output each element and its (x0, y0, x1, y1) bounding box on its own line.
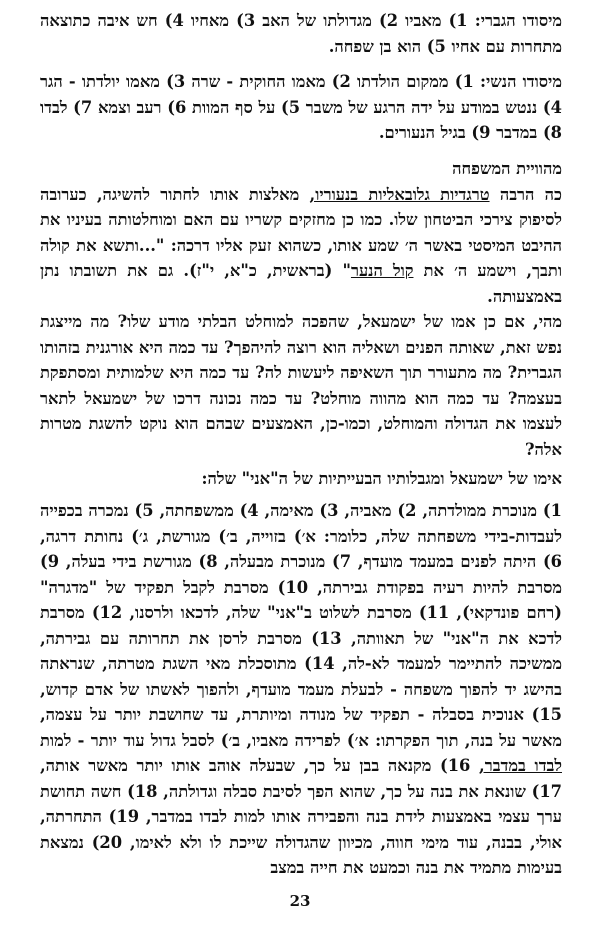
section-heading: מהוויית המשפחה (452, 158, 562, 178)
page-number: 23 (289, 892, 311, 910)
text-run: " (בראשית, כ"א, י"ז). גם את תשובתו נתן באמצעותה. (40, 261, 562, 306)
paragraph-male-origin: מיסודו הגברי: 1) מאביו 2) מגדולתו של האב 3) מאחיו 4) חש איבה כתוצאה מתחרות עם אחיו 5) הוא בן שפחה. (40, 11, 562, 56)
text-run: מאלצות אותו לחתור להשיגה, כערובה לסיפוק צירכי הביטחון שלו. כמו כן מחזקים קשריו עם האם ומוחלטותה בעיניו את ההיבט המיסטי באשר ה׳ שמע אותו, כשהוא זעק אליו דרכה: "...ותשא את קולה ותבך, וישמע ה׳ את (40, 184, 562, 280)
text-run: 16) מקנאה בבן על כך, שבעלה אוהב אותו יותר מאשר אותה, 17) שונאת את בנה על כך, שהוא הפך לסיבת סבלה וגדולתה, 18) חשה תחושת ערך עצמי באמצעות לידת בנה והפבירה אותו למות לבדו במדבר, 19) התחרתה, אולי, בבנה, עוד מימי חווה, מכיוון שהגדולה שייכת לו ולא לאימו, 20) נמצאת בעימות מתמיד את בנה וכמעט את חייה במצב (40, 756, 562, 877)
text-run: כה הרבה (489, 184, 562, 204)
text-run: 1) מנוכרת ממולדתה, 2) מאביה, 3) מאימה, 4) ממשפחתה, 5) נמכרה בכפייה לעבדות-בידי משפחתה שלה, כלומר: א׳) בזוייה, ב׳) מגורשת, ג׳) נחותת דרגה, 6) היתה לפנים במעמד מועדף, 7) מנוכרת מבעלה, 8) מגורשת בידי בעלה, 9) מסרבת להיות רעיה בפקודת גבירתה, 10) מסרבת לקבל תפקיד של "מדגרה" (רחם פונדקאי), 11) מסרבת לשלוט ב"אני" שלה, לדכאו ולרסנו, 12) מסרבת לדכא את ה"אני" של תאוותה, 13) מסרבת לרסן את תחרותה עם גבירתה, ממשיכה להתיימר למעמד לא-לה, 14) מתוסכלת מאי השגת מטרתה, שנראתה בהישג יד להפוך משפחה - לבעלת מעמד מועדף, ולהפוך לאשתו של אדם קדוש, 15) אנוכית בסבלה - תפקיד של מנודה ומיותרת, עד שחושבת יותר על עצמה, מאשר על בנה, תוך הפקרתו: א׳) לפרידה מאביו, ב׳) לסבל גדול עוד יותר - למות (40, 501, 563, 750)
paragraph-family-essence (40, 182, 562, 310)
paragraph-questions: מהי, אם כן אמו של ישמעאל, שהפכה למוחלט הבלתי מודע שלו? מה מייצגת נפש זאת, שאותה הפנים ושאליה הוא רוצה להיהפך? עד כמה היא אורגנית בזהותו הגברית? מה מתעורר תוך השאיפה ליעשות לה? עד כמה היא שלמותית ומסתפקת בעצמה? עד כמה הוא מהווה מוחלט? עד כמה נכונה דרכו של ישמעאל לתאר לעצמו את הגדולה והמוחלט, וכמו-כן, האמצעים שבהם הוא נוקט להשגת מטרות אלה? (40, 312, 562, 459)
spacer (40, 146, 562, 156)
paragraph-mother-list (40, 498, 562, 881)
paragraph-female-origin: מיסודו הנשי: 1) ממקום הולדתו 2) מאמו החוקית - שרה 3) מאמו יולדתו - הגר 4) ננטש במודע על ידה הרגע של משבר 5) על סף המוות 6) רעב וצמא 7) לבדו 8) במדבר 9) בגיל הנעורים. (40, 72, 562, 142)
underlined-phrase: קול הנער (350, 261, 414, 280)
spacer (40, 59, 562, 69)
subheading: אימו של ישמעאל ומגבלותיו הבעייתיות של ה"אני" שלה: (201, 469, 562, 488)
underlined-phrase: טרגדיות גלובאליות בנעוריו, (309, 184, 490, 204)
underlined-phrase: לבדו במדבר, (479, 756, 562, 775)
